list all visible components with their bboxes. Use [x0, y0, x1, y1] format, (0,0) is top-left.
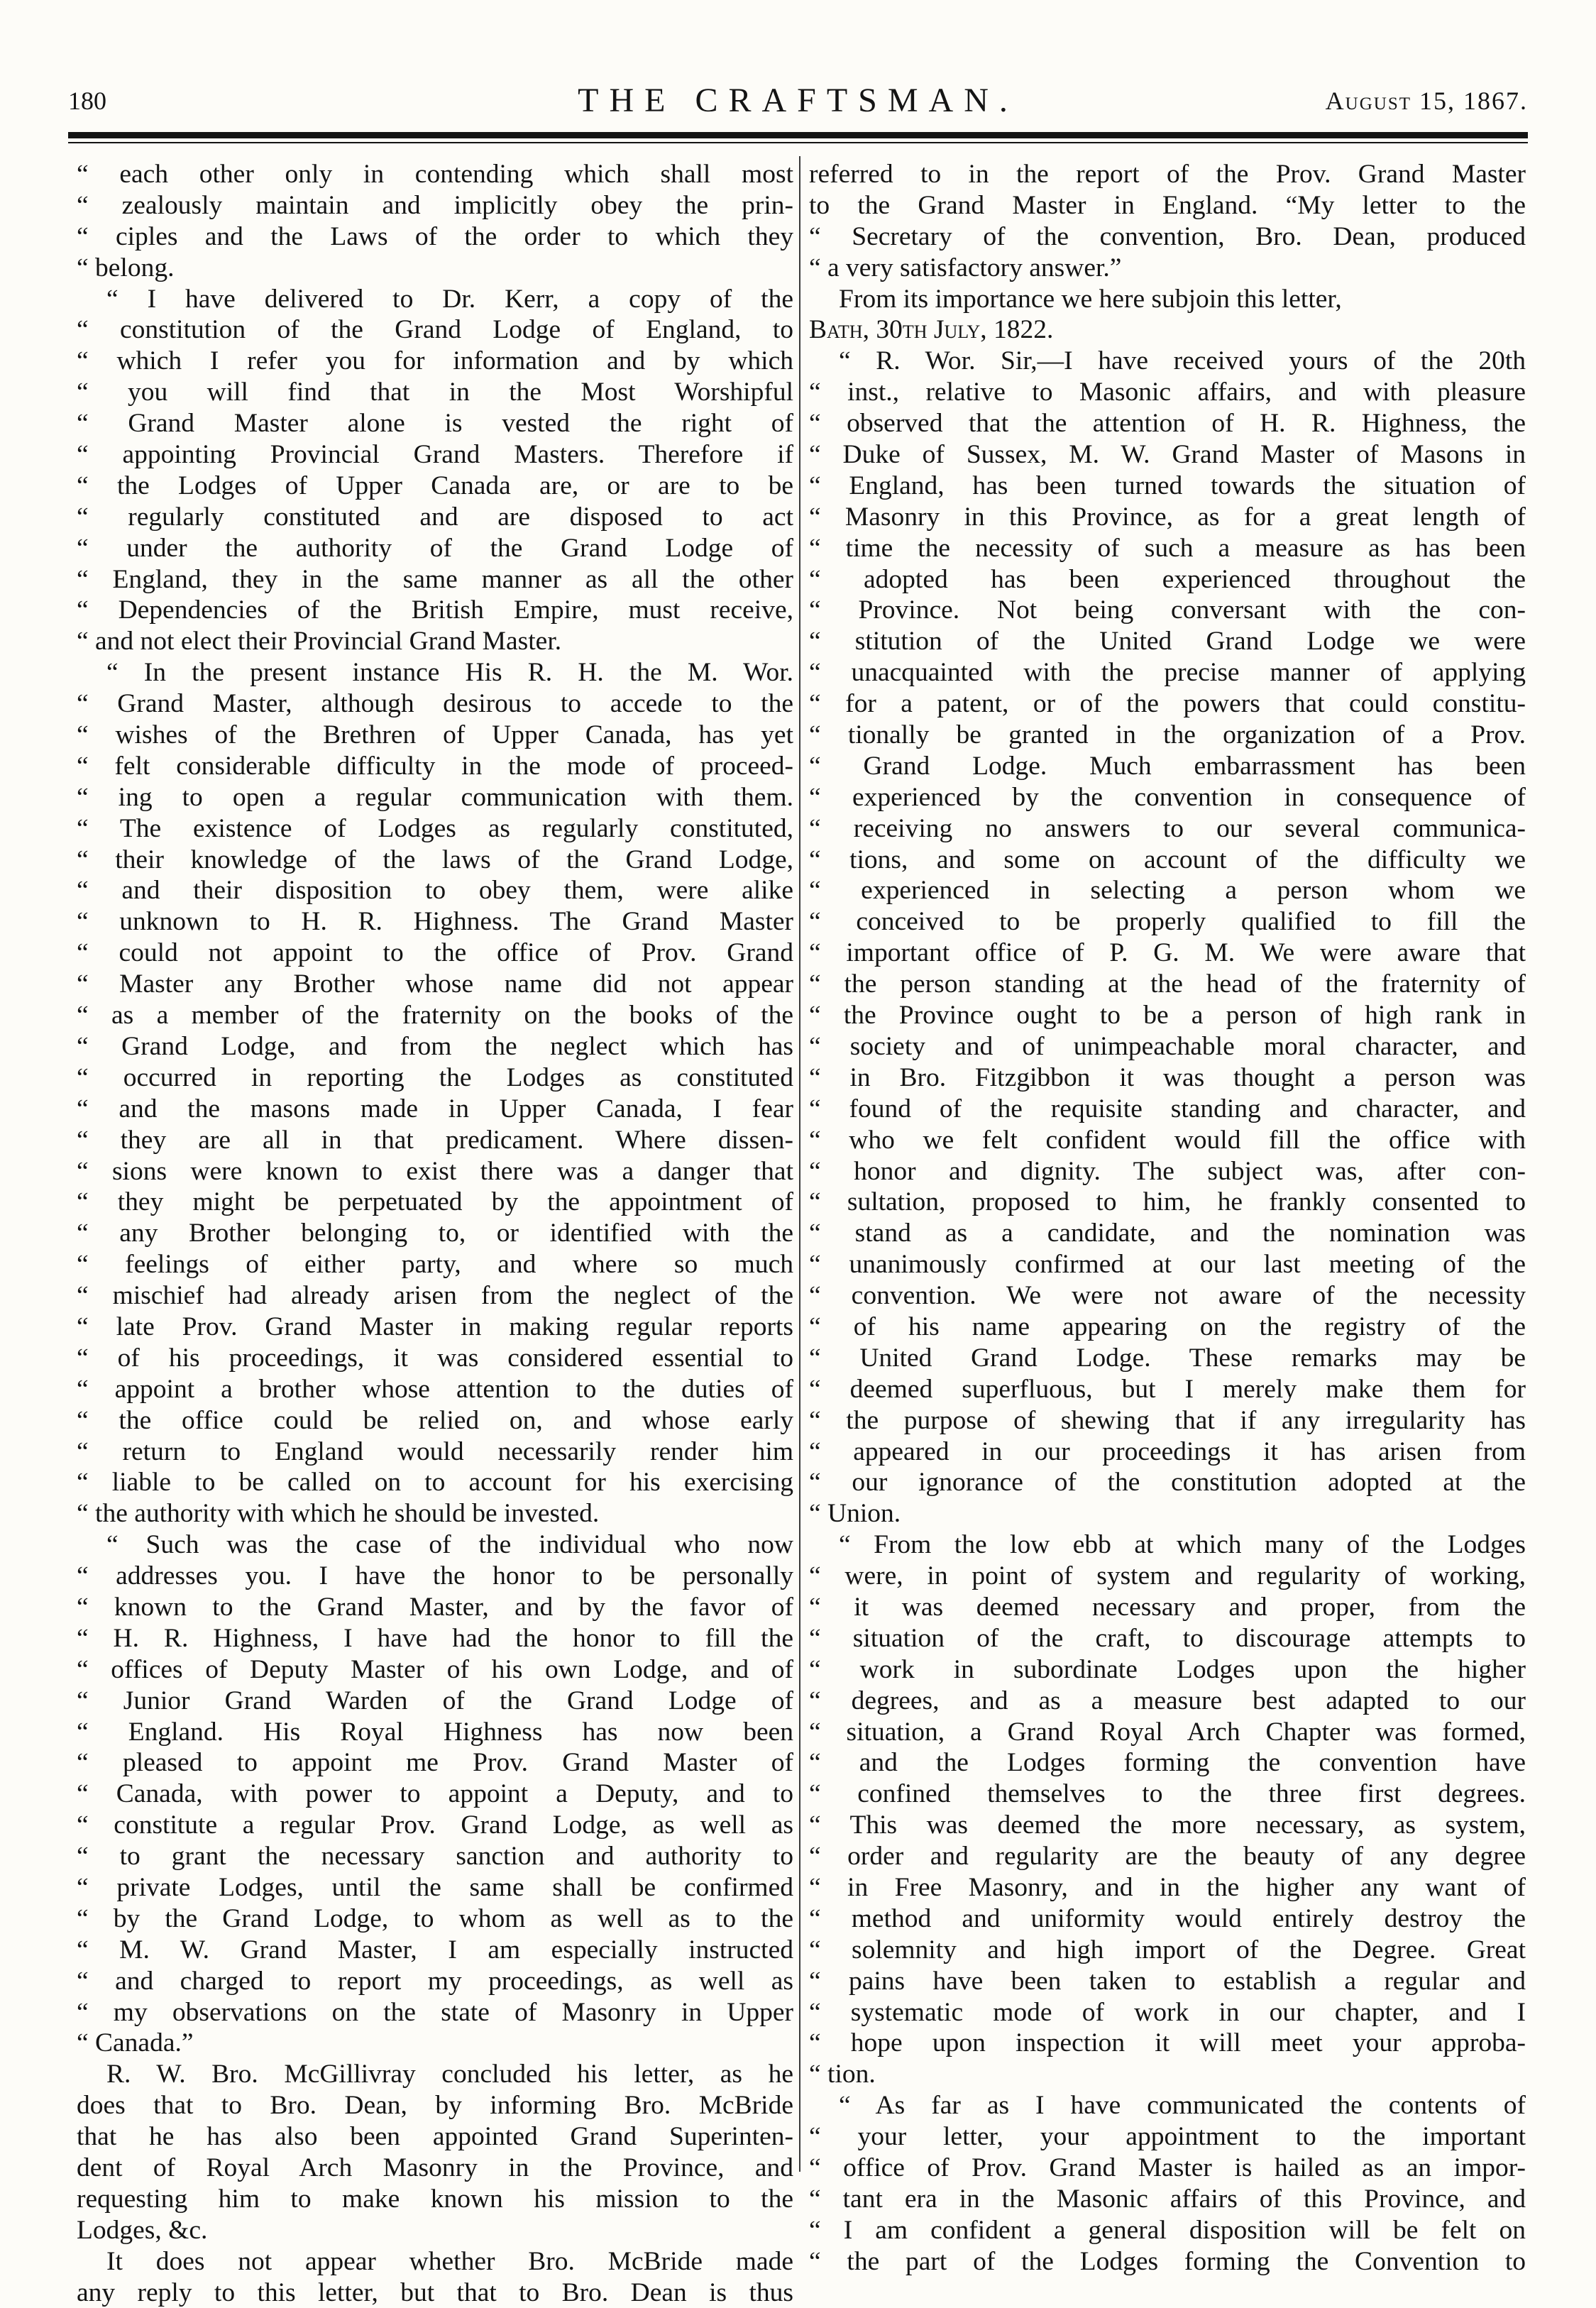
- text-line: “ In the present instance His R. H. the M. Wor.: [106, 658, 793, 688]
- text-line: “ United Grand Lodge. These remarks may be: [809, 1343, 1526, 1373]
- issue-date: August 15, 1867.: [1325, 87, 1528, 115]
- text-line: “ could not appoint to the office of Prov. Grand: [77, 938, 793, 968]
- text-line: “ confined themselves to the three first degrees.: [809, 1779, 1526, 1809]
- text-line: “ Grand Master, although desirous to accede to the: [77, 689, 793, 719]
- column-divider: [799, 156, 800, 2172]
- text-line: “ Masonry in this Province, as for a great length of: [809, 502, 1526, 532]
- text-line: “ feelings of either party, and where so much: [77, 1250, 793, 1280]
- text-line: Lodges, &c.: [77, 2215, 208, 2245]
- text-line: “ private Lodges, until the same shall be confirmed: [77, 1872, 793, 1902]
- text-line: “ zealously maintain and implicitly obey the prin-: [77, 190, 793, 220]
- text-line: “ Canada.”: [77, 2028, 194, 2058]
- page-header: [68, 79, 1528, 122]
- text-line: “ systematic mode of work in our chapter, and I: [809, 1997, 1526, 2027]
- text-line: From its importance we here subjoin this letter,: [839, 284, 1342, 314]
- text-line: “ who we felt confident would fill the office with: [809, 1125, 1526, 1155]
- text-line: R. W. Bro. McGillivray concluded his letter, as he: [106, 2060, 793, 2089]
- text-line: “ mischief had already arisen from the neglect of the: [77, 1281, 793, 1311]
- text-line: dent of Royal Arch Masonry in the Province, and: [77, 2153, 793, 2182]
- text-line: “ any Brother belonging to, or identified with the: [77, 1219, 793, 1248]
- text-line: “ Union.: [809, 1499, 901, 1529]
- text-line: “ found of the requisite standing and character, and: [809, 1094, 1526, 1123]
- text-line: “ situation of the craft, to discourage attempts to: [809, 1623, 1526, 1653]
- text-line: “ Such was the case of the individual who now: [106, 1530, 793, 1560]
- text-line: It does not appear whether Bro. McBride made: [106, 2246, 793, 2276]
- text-line: “ our ignorance of the constitution adopted at the: [809, 1468, 1526, 1498]
- text-line: “ ciples and the Laws of the order to which they: [77, 221, 793, 251]
- text-line: “ As far as I have communicated the contents of: [839, 2091, 1526, 2121]
- text-line: “ felt considerable difficulty in the mode of proceed-: [77, 751, 793, 781]
- text-line: “ they might be perpetuated by the appointment of: [77, 1187, 793, 1217]
- text-line: “ by the Grand Lodge, to whom as well as to the: [77, 1903, 793, 1933]
- text-line: “ deemed superfluous, but I merely make them for: [809, 1374, 1526, 1404]
- header-rule-thick: [68, 132, 1528, 138]
- text-line: “ important office of P. G. M. We were aware that: [809, 938, 1526, 968]
- text-line: “ the Lodges of Upper Canada are, or are to be: [77, 471, 793, 500]
- text-line: “ your letter, your appointment to the important: [809, 2122, 1526, 2152]
- text-line: “ England. His Royal Highness has now been: [77, 1717, 793, 1747]
- text-line: “ under the authority of the Grand Lodge of: [77, 533, 793, 563]
- text-line: “ Canada, with power to appoint a Deputy, and to: [77, 1779, 793, 1809]
- text-line: “ their knowledge of the laws of the Grand Lodge,: [77, 845, 793, 874]
- text-line: requesting him to make known his mission to the: [77, 2184, 793, 2214]
- text-line: “ in Bro. Fitzgibbon it was thought a person was: [809, 1062, 1526, 1092]
- text-line: “ the office could be relied on, and whose early: [77, 1405, 793, 1435]
- text-line: “ observed that the attention of H. R. Highness, the: [809, 409, 1526, 439]
- text-line: “ Grand Lodge. Much embarrassment has been: [809, 751, 1526, 781]
- text-line: “ This was deemed the more necessary, as system,: [809, 1810, 1526, 1840]
- text-line: “ Junior Grand Warden of the Grand Lodge of: [77, 1686, 793, 1715]
- text-line: “ unknown to H. R. Highness. The Grand Master: [77, 907, 793, 937]
- text-line: “ constitution of the Grand Lodge of England, to: [77, 315, 793, 345]
- text-line: “ stitution of the United Grand Lodge we were: [809, 627, 1526, 656]
- text-line: “ the Province ought to be a person of high rank in: [809, 1001, 1526, 1031]
- text-line: “ I have delivered to Dr. Kerr, a copy of the: [106, 284, 793, 314]
- text-line: “ tions, and some on account of the difficulty we: [809, 845, 1526, 874]
- text-line: “ R. Wor. Sir,—I have received yours of the 20th: [839, 346, 1526, 376]
- text-line: “ late Prov. Grand Master in making regular reports: [77, 1312, 793, 1341]
- text-line: “ From the low ebb at which many of the Lodges: [839, 1530, 1526, 1560]
- text-line: “ for a patent, or of the powers that could constitu-: [809, 689, 1526, 719]
- text-line: that he has also been appointed Grand Superinten-: [77, 2122, 793, 2152]
- text-line: “ England, they in the same manner as all the other: [77, 564, 793, 594]
- text-line: “ and the masons made in Upper Canada, I fear: [77, 1094, 793, 1123]
- text-line: “ receiving no answers to our several communica-: [809, 813, 1526, 843]
- text-line: “ I am confident a general disposition will be felt on: [809, 2215, 1526, 2245]
- text-line: “ unanimously confirmed at our last meeting of the: [809, 1250, 1526, 1280]
- text-line: “ were, in point of system and regularity of working,: [809, 1561, 1526, 1591]
- text-line: “ M. W. Grand Master, I am especially instructed: [77, 1935, 793, 1964]
- text-line: “ experienced in selecting a person whom we: [809, 876, 1526, 906]
- text-line: “ Master any Brother whose name did not appear: [77, 969, 793, 999]
- text-line: “ regularly constituted and are disposed to act: [77, 502, 793, 532]
- text-line: “ known to the Grand Master, and by the favor of: [77, 1592, 793, 1622]
- text-line: “ offices of Deputy Master of his own Lodge, and of: [77, 1654, 793, 1684]
- text-line: “ liable to be called on to account for his exercising: [77, 1468, 793, 1498]
- text-line: “ conceived to be properly qualified to fill the: [809, 907, 1526, 937]
- text-line: “ Duke of Sussex, M. W. Grand Master of Masons in: [809, 440, 1526, 470]
- text-line: “ occurred in reporting the Lodges as constituted: [77, 1062, 793, 1092]
- text-line: “ convention. We were not aware of the necessity: [809, 1281, 1526, 1311]
- text-line: “ Dependencies of the British Empire, must receive,: [77, 595, 793, 625]
- text-line: “ my observations on the state of Masonry in Upper: [77, 1997, 793, 2027]
- text-line: “ England, has been turned towards the situation of: [809, 471, 1526, 500]
- letter-dateline: Bath, 30th July, 1822.: [809, 315, 1054, 345]
- text-line: “ it was deemed necessary and proper, from the: [809, 1592, 1526, 1622]
- text-line: “ adopted has been experienced throughout the: [809, 564, 1526, 594]
- text-line: “ tion.: [809, 2060, 876, 2089]
- text-line: “ appointing Provincial Grand Masters. Therefore if: [77, 440, 793, 470]
- text-line: “ sultation, proposed to him, he frankly consented to: [809, 1187, 1526, 1217]
- text-line: “ hope upon inspection it will meet your approba-: [809, 2028, 1526, 2058]
- text-line: any reply to this letter, but that to Bro. Dean is thus: [77, 2277, 793, 2307]
- text-line: “ Province. Not being conversant with the con-: [809, 595, 1526, 625]
- text-line: “ The existence of Lodges as regularly constituted,: [77, 813, 793, 843]
- text-line: “ of his proceedings, it was considered essential to: [77, 1343, 793, 1373]
- text-line: “ in Free Masonry, and in the higher any want of: [809, 1872, 1526, 1902]
- text-line: “ experienced by the convention in consequence of: [809, 782, 1526, 812]
- text-line: “ which I refer you for information and by which: [77, 346, 793, 376]
- text-line: “ and charged to report my proceedings, as well as: [77, 1966, 793, 1996]
- text-line: “ time the necessity of such a measure as has been: [809, 533, 1526, 563]
- text-line: “ and the Lodges forming the convention have: [809, 1748, 1526, 1778]
- text-line: “ addresses you. I have the honor to be personally: [77, 1561, 793, 1591]
- text-line: “ pains have been taken to establish a regular and: [809, 1966, 1526, 1996]
- text-line: “ Grand Lodge, and from the neglect which has: [77, 1031, 793, 1061]
- text-line: “ honor and dignity. The subject was, after con-: [809, 1156, 1526, 1186]
- text-line: “ constitute a regular Prov. Grand Lodge, as well as: [77, 1810, 793, 1840]
- text-line: “ the authority with which he should be invested.: [77, 1499, 600, 1529]
- text-line: “ H. R. Highness, I have had the honor to fill the: [77, 1623, 793, 1653]
- text-line: “ you will find that in the Most Worshipful: [77, 378, 793, 407]
- text-line: “ pleased to appoint me Prov. Grand Master of: [77, 1748, 793, 1778]
- text-line: “ solemnity and high import of the Degree. Great: [809, 1935, 1526, 1964]
- text-line: “ Grand Master alone is vested the right of: [77, 409, 793, 439]
- text-line: “ of his name appearing on the registry of the: [809, 1312, 1526, 1341]
- text-line: “ unacquainted with the precise manner of applying: [809, 658, 1526, 688]
- left-column: [77, 159, 793, 2308]
- text-line: “ they are all in that predicament. Where dissen-: [77, 1125, 793, 1155]
- text-line: “ method and uniformity would entirely destroy the: [809, 1903, 1526, 1933]
- text-line: “ inst., relative to Masonic affairs, and with pleasure: [809, 378, 1526, 407]
- text-line: “ office of Prov. Grand Master is hailed as an impor-: [809, 2153, 1526, 2182]
- text-line: to the Grand Master in England. “My letter to the: [809, 190, 1526, 220]
- text-line: “ sions were known to exist there was a danger that: [77, 1156, 793, 1186]
- text-line: “ tionally be granted in the organization of a Prov.: [809, 720, 1526, 750]
- text-line: “ as a member of the fraternity on the books of the: [77, 1001, 793, 1031]
- text-line: “ belong.: [77, 253, 175, 282]
- text-line: “ the part of the Lodges forming the Convention to: [809, 2246, 1526, 2276]
- text-line: “ tant era in the Masonic affairs of this Province, and: [809, 2184, 1526, 2214]
- text-line: “ stand as a candidate, and the nomination was: [809, 1219, 1526, 1248]
- text-line: does that to Bro. Dean, by informing Bro. McBride: [77, 2091, 793, 2121]
- text-line: “ to grant the necessary sanction and authority to: [77, 1842, 793, 1872]
- text-line: “ the purpose of shewing that if any irregularity has: [809, 1405, 1526, 1435]
- publication-title: THE CRAFTSMAN.: [578, 82, 1018, 119]
- text-line: “ situation, a Grand Royal Arch Chapter was formed,: [809, 1717, 1526, 1747]
- text-line: “ and not elect their Provincial Grand Master.: [77, 627, 562, 656]
- text-line: “ degrees, and as a measure best adapted to our: [809, 1686, 1526, 1715]
- text-line: “ order and regularity are the beauty of any degree: [809, 1842, 1526, 1872]
- text-line: “ appoint a brother whose attention to the duties of: [77, 1374, 793, 1404]
- text-line: “ work in subordinate Lodges upon the higher: [809, 1654, 1526, 1684]
- text-line: “ appeared in our proceedings it has arisen from: [809, 1436, 1526, 1466]
- text-line: “ wishes of the Brethren of Upper Canada, has yet: [77, 720, 793, 750]
- header-rule-thin: [68, 142, 1528, 143]
- text-line: “ and their disposition to obey them, were alike: [77, 876, 793, 906]
- right-column: [809, 159, 1526, 2277]
- text-line: “ society and of unimpeachable moral character, and: [809, 1031, 1526, 1061]
- text-line: “ ing to open a regular communication with them.: [77, 782, 793, 812]
- text-line: “ a very satisfactory answer.”: [809, 253, 1122, 282]
- text-line: “ Secretary of the convention, Bro. Dean, produced: [809, 221, 1526, 251]
- text-line: “ each other only in contending which shall most: [77, 160, 793, 189]
- text-line: “ the person standing at the head of the fraternity of: [809, 969, 1526, 999]
- text-line: referred to in the report of the Prov. Grand Master: [809, 160, 1526, 189]
- text-line: “ return to England would necessarily render him: [77, 1436, 793, 1466]
- page-number: 180: [68, 87, 106, 115]
